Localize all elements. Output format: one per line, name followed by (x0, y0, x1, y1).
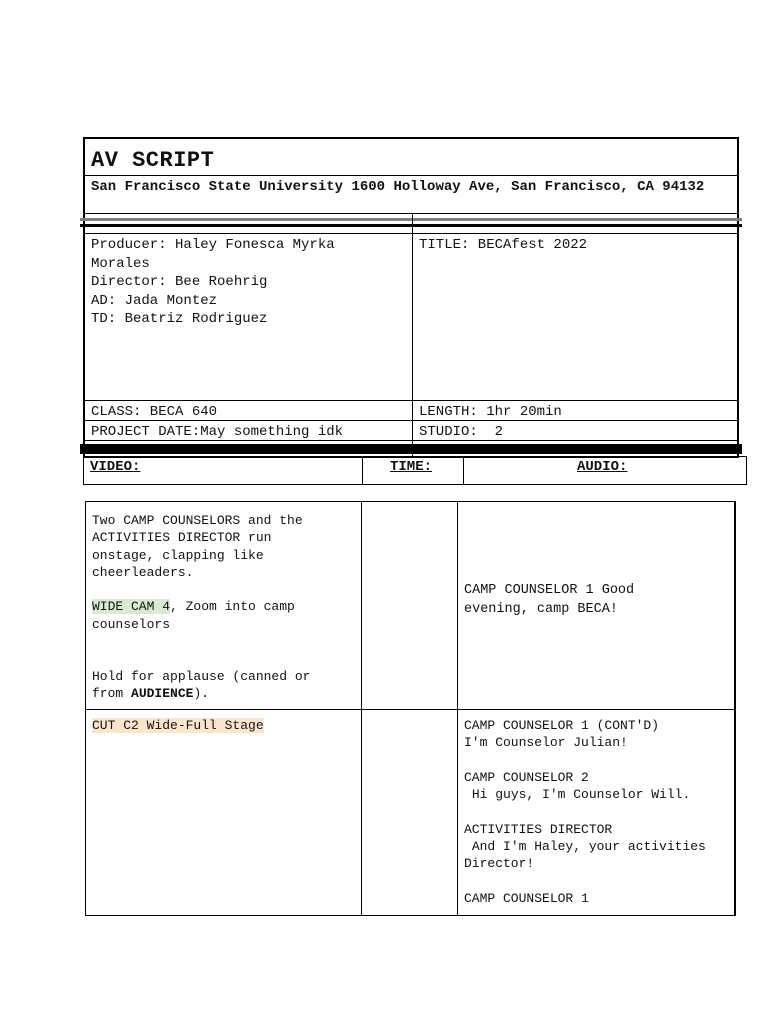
address-text: San Francisco State University 1600 Holloway Ave, San Francisco, CA 94132 (91, 179, 705, 195)
double-rule-top (80, 218, 742, 221)
divider (85, 420, 737, 421)
column-divider (463, 457, 464, 484)
divider (85, 213, 737, 214)
time-column-header: TIME: (390, 459, 433, 475)
row2-video-cell (92, 717, 357, 734)
video-direction: , Zoom into camp counselors (92, 599, 295, 632)
script-table (85, 501, 736, 916)
audio-column-header: AUDIO: (577, 459, 628, 475)
video-hold-text: Hold for applause (canned or from (92, 668, 311, 701)
studio-field: STUDIO: 2 (419, 424, 504, 440)
page-title: AV SCRIPT (91, 148, 215, 173)
row1-video-cell (92, 512, 357, 702)
column-divider (362, 457, 363, 484)
divider (85, 175, 737, 176)
audience-text: AUDIENCE (131, 685, 194, 701)
thick-rule (80, 444, 742, 454)
camera-cue: WIDE CAM 4 (92, 599, 171, 615)
row2-audio-cell: CAMP COUNSELOR 1 (CONT'D) I'm Counselor Julian! CAMP COUNSELOR 2 Hi guys, I'm Counselor Will. ACTIVITIES DIRECTOR And I'm Haley, your activities Director! CAMP COUNSELOR 1 (464, 718, 706, 906)
column-divider (412, 213, 413, 458)
double-rule-bottom (80, 224, 742, 227)
crew-list: Producer: Haley Fonesca Myrka Morales Director: Bee Roehrig AD: Jada Montez TD: Beatriz Rodriguez (91, 237, 335, 327)
video-hold-end: ). (193, 685, 210, 701)
video-description: Two CAMP COUNSELORS and the ACTIVITIES DIRECTOR run onstage, clapping like cheerleaders. (92, 513, 303, 580)
divider (85, 233, 737, 234)
length-field: LENGTH: 1hr 20min (419, 404, 562, 420)
divider (85, 440, 737, 441)
project-date-field: PROJECT DATE:May something idk (91, 424, 344, 440)
video-column-header: VIDEO: (90, 459, 141, 475)
row-divider (86, 709, 734, 710)
title-field: TITLE: BECAfest 2022 (419, 237, 588, 253)
column-header-row (83, 456, 747, 485)
row1-audio-cell: CAMP COUNSELOR 1 Good evening, camp BECA! (464, 583, 635, 617)
script-header (83, 137, 739, 458)
class-field: CLASS: BECA 640 (91, 404, 218, 420)
camera-cue: CUT C2 Wide-Full Stage (92, 718, 264, 733)
divider (85, 400, 737, 401)
